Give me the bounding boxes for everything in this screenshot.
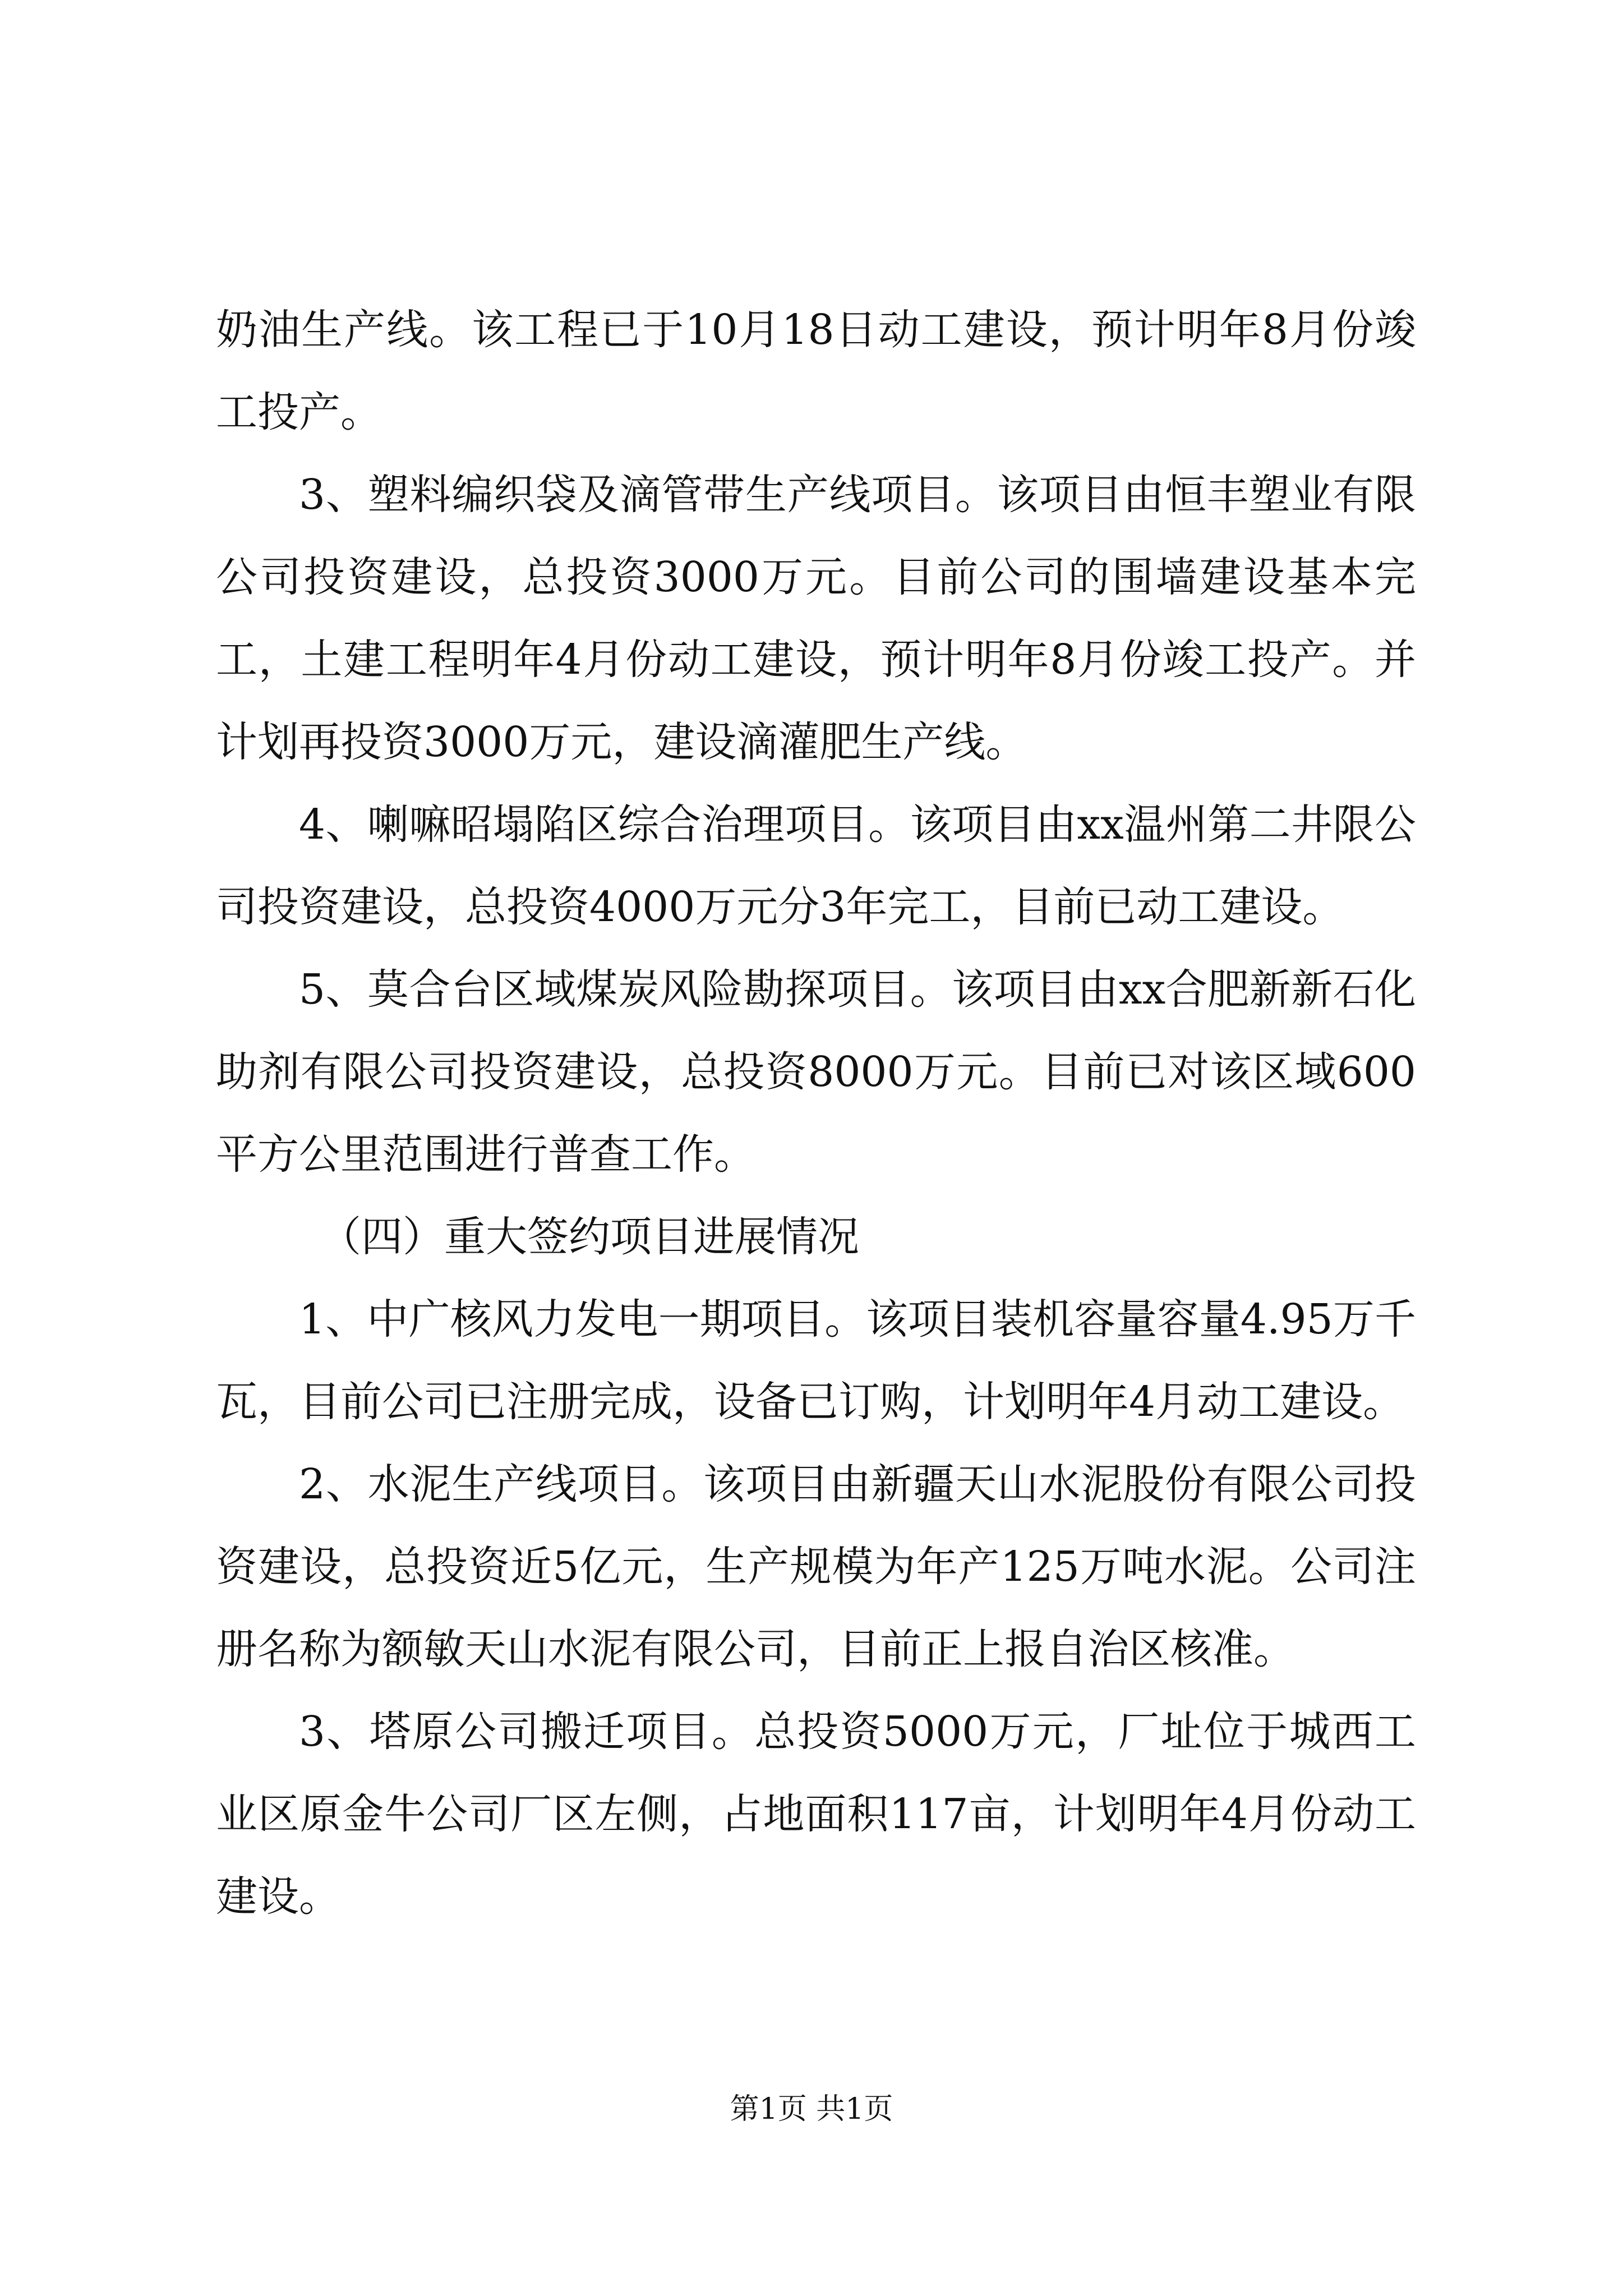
paragraph-item-4-subsidence: 4、喇嘛昭塌陷区综合治理项目。该项目由xx温州第二井限公司投资建设，总投资4000万元分3年完工，目前已动工建设。 [216, 800, 1416, 931]
paragraph-item-2-cement: 2、水泥生产线项目。该项目由新疆天山水泥股份有限公司投资建设，总投资近5亿元，生产规模为年产125万吨水泥。公司注册名称为额敏天山水泥有限公司，目前正上报自治区核准。 [216, 1460, 1416, 1673]
paragraph-continuation: 奶油生产线。该工程已于10月18日动工建设，预计明年8月份竣工投产。 [216, 306, 1416, 436]
paragraph-item-1-wind-power: 1、中广核风力发电一期项目。该项目装机容量容量4.95万千瓦，目前公司已注册完成，设备已订购，计划明年4月动工建设。 [216, 1295, 1416, 1426]
document-body [216, 289, 1416, 1938]
paragraph-item-3-plastic-bags: 3、塑料编织袋及滴管带生产线项目。该项目由恒丰塑业有限公司投资建设，总投资3000万元。目前公司的围墙建设基本完工，土建工程明年4月份动工建设，预计明年8月份竣工投产。并计划再投资3000万元，建设滴灌肥生产线。 [216, 471, 1416, 766]
section-heading: （四）重大签约项目进展情况 [320, 1213, 859, 1261]
paragraph-item-3-relocation: 3、塔原公司搬迁项目。总投资5000万元，厂址位于城西工业区原金牛公司厂区左侧，占地面积117亩，计划明年4月份动工建设。 [216, 1708, 1416, 1921]
paragraph-item-5-coal: 5、莫合台区域煤炭风险勘探项目。该项目由xx合肥新新石化助剂有限公司投资建设，总投资8000万元。目前已对该区域600平方公里范围进行普查工作。 [216, 965, 1416, 1179]
page-number-footer: 第1页 共1页 [730, 2092, 893, 2126]
